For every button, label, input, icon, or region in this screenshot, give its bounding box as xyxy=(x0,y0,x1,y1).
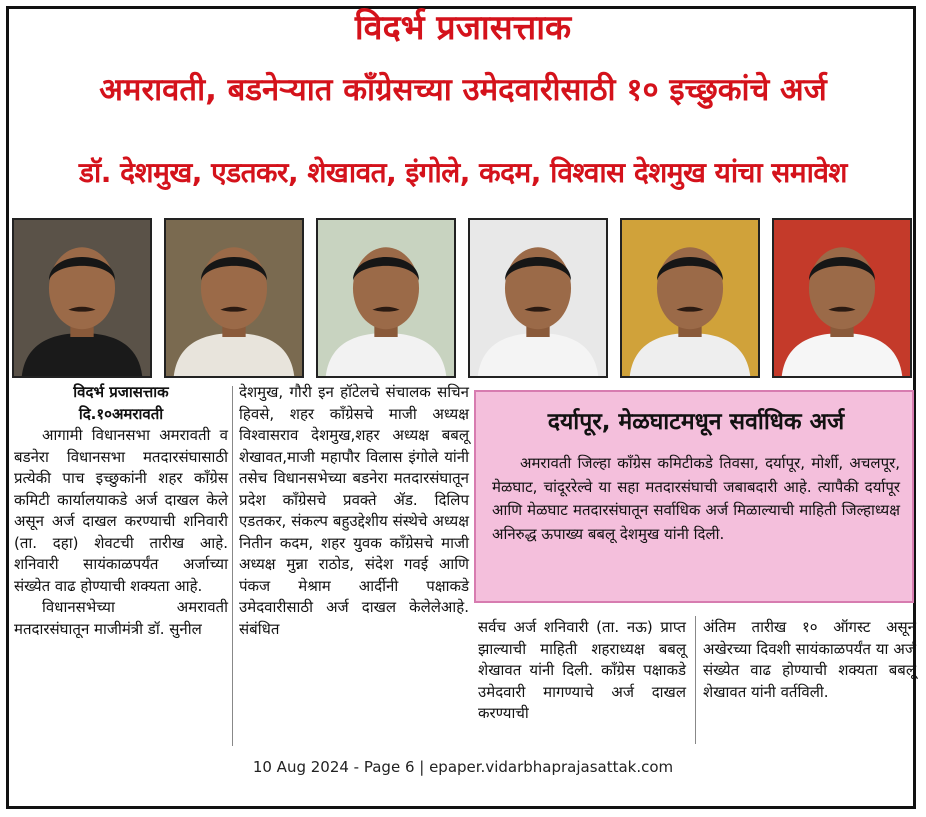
portrait-photo-3 xyxy=(316,218,456,378)
article-column-4 xyxy=(703,617,916,703)
masthead: विदर्भ प्रजासत्ताक xyxy=(354,8,572,48)
article-column-2 xyxy=(239,382,469,640)
article-paragraph: देशमुख, गौरी इन हॉटेलचे संचालक सचिन हिवसे, शहर काँग्रेसचे माजी अध्यक्ष विश्वासराव देशमुख,शहर अध्यक्ष बबलू शेखावत,माजी महापौर विलास इंगोले यांनी तसेच विधानसभेच्या बडनेरा मतदारसंघातून प्रदेश काँग्रेसचे प्रवक्ते ॲड. दिलिप एडतकर, संकल्प बहुउद्देशीय संस्थेचे अध्यक्ष नितीन कदम, शहर युवक काँग्रेसचे माजी अध्यक्ष मुन्ना राठोड, संदेश गवई आणि पंकज मेश्राम आर्दीनी पक्षाकडे उमेदवारीसाठी अर्ज दाखल केलेलेआहे. संबंधित xyxy=(239,383,469,638)
portrait-icon xyxy=(470,220,606,376)
headline: अमरावती, बडनेऱ्यात काँग्रेसच्या उमेदवारीसाठी १० इच्छुकांचे अर्ज xyxy=(99,72,827,108)
highlight-box xyxy=(474,390,914,603)
portrait-icon xyxy=(622,220,758,376)
byline-source: विदर्भ प्रजासत्ताक xyxy=(73,383,169,401)
column-divider xyxy=(232,386,233,746)
portrait-icon xyxy=(318,220,454,376)
article-paragraph: आगामी विधानसभा अमरावती व बडनेरा विधानसभा मतदारसंघासाठी प्रत्येकी पाच इच्छुकांनी शहर काँग्रेस कमिटी कार्यालयाकडे अर्ज दाखल केले असून अर्ज दाखल करण्याची शनिवारी (ता. दहा) शेवटची तारीख आहे. शनिवारी सायंकाळपर्यंत अर्जाच्या संख्येत वाढ होण्याची शक्यता आहे. xyxy=(14,426,228,595)
article-column-3 xyxy=(478,617,686,725)
article-paragraph: अंतिम तारीख १० ऑगस्ट असून अखेरच्या दिवशी सायंकाळपर्यंत या अर्ज संख्येत वाढ होण्याची शक्यता बबलू शेखावत यांनी वर्तविली. xyxy=(703,618,916,701)
box-body: अमरावती जिल्हा काँग्रेस कमिटीकडे तिवसा, दर्यापूर, मोर्शी, अचलपूर, मेळघाट, चांदूररेल्वे या सहा मतदारसंघाची जबाबदारी आहे. त्यापैकी दर्यापूर आणि मेळघाट मतदारसंघातून सर्वाधिक अर्ज मिळाल्याची माहिती जिल्हाध्यक्ष अनिरुद्ध ऊपाख्य बबलू देशमुख यांनी दिली. xyxy=(492,454,900,543)
article-paragraph: विधानसभेच्या अमरावती मतदारसंघातून माजीमंत्री डॉ. सुनील xyxy=(14,598,228,638)
article-paragraph: सर्वच अर्ज शनिवारी (ता. नऊ) प्राप्त झाल्याची माहिती शहराध्यक्ष बबलू शेखावत यांनी दिली. काँग्रेस पक्षाकडे उमेदवारी मागण्याचे अर्ज दाखल करण्याची xyxy=(478,618,686,722)
subheadline: डॉ. देशमुख, एडतकर, शेखावत, इंगोले, कदम, विश्वास देशमुख यांचा समावेश xyxy=(79,156,847,189)
candidate-photos xyxy=(12,218,916,378)
portrait-photo-4 xyxy=(468,218,608,378)
box-title: दर्यापूर, मेळघाटमधून सर्वाधिक अर्ज xyxy=(547,409,845,435)
portrait-icon xyxy=(14,220,150,376)
byline-dateline: दि.१०अमरावती xyxy=(78,404,164,423)
portrait-icon xyxy=(774,220,910,376)
portrait-icon xyxy=(166,220,302,376)
footer-dateline: 10 Aug 2024 - Page 6 | epaper.vidarbhaprajasattak.com xyxy=(252,758,674,776)
portrait-photo-2 xyxy=(164,218,304,378)
article-column-1 xyxy=(14,382,228,640)
column-divider xyxy=(695,616,696,744)
portrait-photo-5 xyxy=(620,218,760,378)
portrait-photo-1 xyxy=(12,218,152,378)
portrait-photo-6 xyxy=(772,218,912,378)
